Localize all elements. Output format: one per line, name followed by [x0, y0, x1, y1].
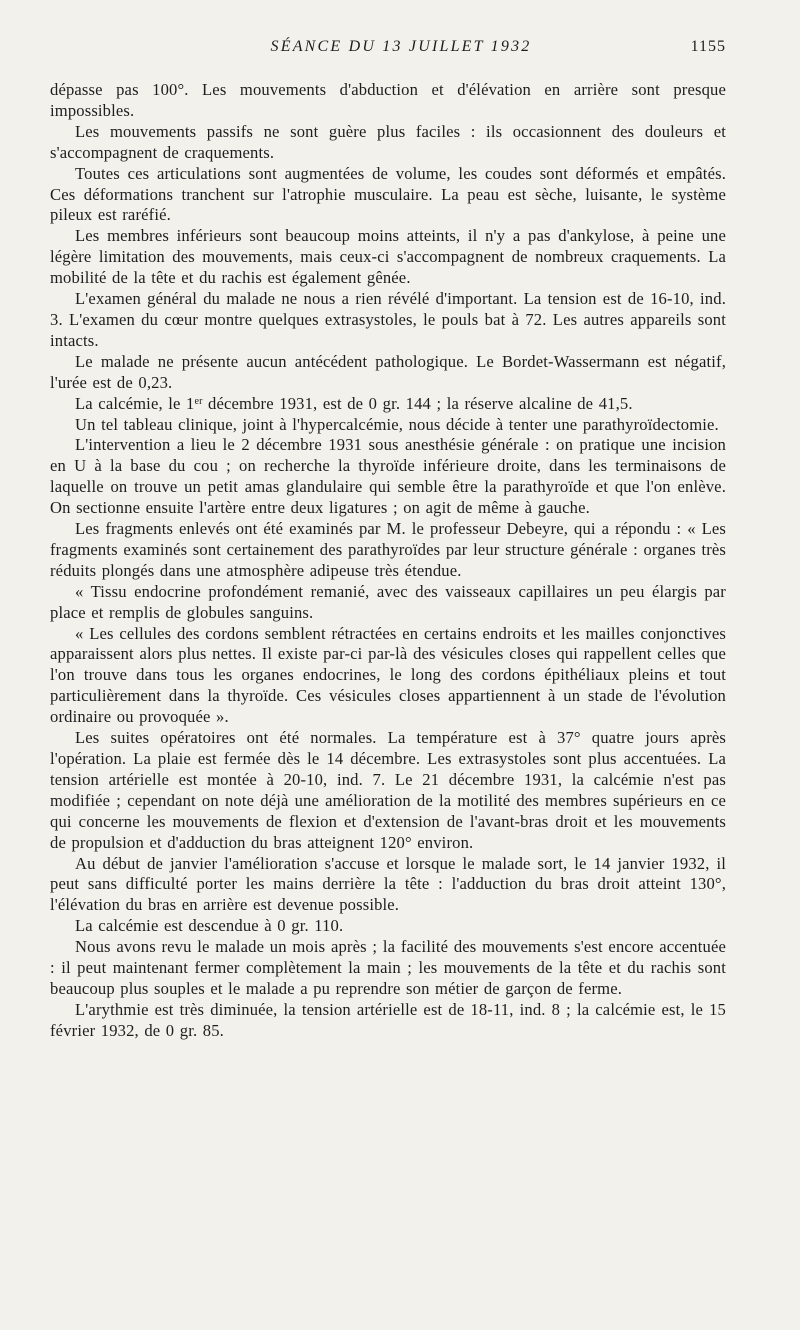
paragraph-text: décembre 1931, est de 0 gr. 144 ; la réserve alcaline de 41,5. [202, 393, 633, 413]
paragraph: Les fragments enlevés ont été examinés par M. le professeur Debeyre, qui a répondu : « Les fragments examinés sont certainement des parathyroïdes par leur structure générale : organes très réduits plongés dans une atmosphère adipeuse très étendue. [50, 519, 726, 580]
paragraph: L'arythmie est très diminuée, la tension artérielle est de 18-11, ind. 8 ; la calcémie est, le 15 février 1932, de 0 gr. 85. [50, 999, 726, 1040]
paragraph: Un tel tableau clinique, joint à l'hypercalcémie, nous décide à tenter une parathyroïdectomie. [75, 414, 719, 434]
paragraph: Le malade ne présente aucun antécédent pathologique. Le Bordet-Wassermann est négatif, l'urée est de 0,23. [50, 351, 726, 392]
paragraph: La calcémie est descendue à 0 gr. 110. [75, 916, 344, 936]
paragraph: Les mouvements passifs ne sont guère plus faciles : ils occasionnent des douleurs et s'accompagnent de craquements. [50, 121, 726, 162]
body-text [50, 80, 726, 1042]
paragraph [50, 394, 726, 415]
paragraph: Les membres inférieurs sont beaucoup moins atteints, il n'y a pas d'ankylose, à peine une légère limitation des mouvements, mais ceux-ci s'accompagnent de nombreux craquements. La mobilité de la tête et du rachis est également gênée. [50, 226, 726, 288]
page-number: 1155 [690, 38, 726, 55]
paragraph: L'examen général du malade ne nous a rien révélé d'important. La tension est de 16-10, ind. 3. L'examen du cœur montre quelques extrasystoles, le pouls bat à 72. Les autres appareils sont intacts. [50, 289, 726, 350]
paragraph: L'intervention a lieu le 2 décembre 1931 sous anesthésie générale : on pratique une incision en U à la base du cou ; on recherche la thyroïde inférieure droite, dans les terminaisons de laquelle on trouve un petit amas glandulaire qui semble être la parathyroïde et que l'on enlève. On sectionne ensuite l'artère entre deux ligatures ; on agit de même à gauche. [50, 435, 726, 518]
paragraph: dépasse pas 100°. Les mouvements d'abduction et d'élévation en arrière sont presque impossibles. [50, 80, 726, 120]
running-head: SÉANCE DU 13 JUILLET 1932 [270, 38, 532, 55]
paragraph-text: La calcémie, le 1 [75, 393, 195, 413]
paragraph: Nous avons revu le malade un mois après ; la facilité des mouvements s'est encore accentuée : il peut maintenant fermer complètement la main ; les mouvements de la tête et du rachis sont beaucoup plus souples et le malade a pu reprendre son métier de garçon de ferme. [50, 937, 726, 998]
paragraph: « Les cellules des cordons semblent rétractées en certains endroits et les mailles conjonctives apparaissent alors plus nettes. Il existe par-ci par-là des vésicules closes qui rappellent celles que l'on trouve dans tous les organes endocrines, le long des cordons épithéliaux pleins et tout particulièrement dans la thyroïde. Ces vésicules closes appartiennent à un stade de l'évolution ordinaire ou provoquée ». [50, 623, 726, 727]
paragraph: Toutes ces articulations sont augmentées de volume, les coudes sont déformés et empâtés. Ces déformations tranchent sur l'atrophie musculaire. La peau est sèche, luisante, le système pileux est raréfié. [50, 163, 726, 225]
paragraph: Au début de janvier l'amélioration s'accuse et lorsque le malade sort, le 14 janvier 1932, il peut sans difficulté porter les mains derrière la tête : l'adduction du bras droit atteint 130°, l'élévation du bras en arrière est devenue possible. [50, 853, 726, 915]
paragraph: « Tissu endocrine profondément remanié, avec des vaisseaux capillaires un peu élargis par place et remplis de globules sanguins. [50, 581, 726, 622]
paragraph: Les suites opératoires ont été normales. La température est à 37° quatre jours après l'opération. La plaie est fermée dès le 14 décembre. Les extrasystoles sont plus accentuées. La tension artérielle est montée à 20-10, ind. 7. Le 21 décembre 1931, la calcémie n'est pas modifiée ; cependant on note déjà une amélioration de la motilité des membres supérieurs en ce qui concerne les mouvements de flexion et d'extension de l'avant-bras droit et les mouvements de propulsion et d'adduction du bras atteignent 120° environ. [50, 728, 726, 852]
page-header [50, 38, 726, 60]
ordinal-superscript: er [194, 395, 203, 407]
